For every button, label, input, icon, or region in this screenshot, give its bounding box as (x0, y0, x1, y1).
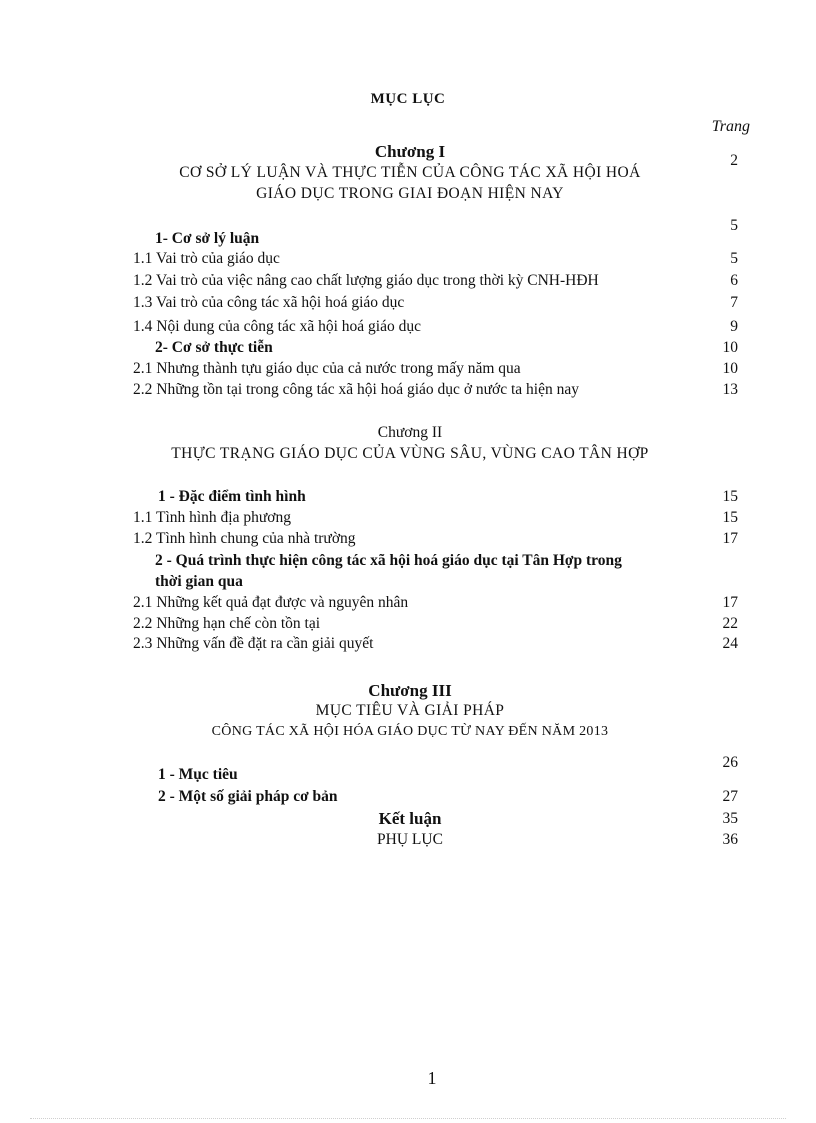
toc-entry-2-1-2: 1.2 Tình hình chung của nhà trường (133, 530, 356, 547)
toc-entry-2-1-2-page: 17 (722, 530, 738, 547)
toc-title: MỤC LỤC (370, 91, 446, 107)
chapter-2-label: Chương II (377, 424, 443, 441)
chapter-1-page: 2 (730, 152, 738, 169)
page-number: 1 (427, 1068, 437, 1088)
toc-entry-2-2-2-page: 22 (722, 615, 738, 632)
chapter-1-title-line-1: CƠ SỞ LÝ LUẬN VÀ THỰC TIỄN CỦA CÔNG TÁC XÃ HỘI HOÁ (179, 164, 641, 181)
conclusion-heading: Kết luận (378, 809, 442, 828)
toc-entry-1-1: 1.1 Vai trò của giáo dục (133, 250, 280, 267)
toc-entry-1-3-page: 7 (730, 294, 738, 311)
chapter-3-section-2: 2 - Một số giải pháp cơ bản (158, 788, 338, 805)
page-bottom-divider (30, 1118, 786, 1119)
toc-entry-1-2-2: 2.2 Những tồn tại trong công tác xã hội hoá giáo dục ở nước ta hiện nay (133, 381, 579, 398)
chapter-1-section-1-page: 5 (730, 217, 738, 234)
toc-entry-2-2-1-page: 17 (722, 594, 738, 611)
toc-entry-1-2-page: 6 (730, 272, 738, 289)
toc-entry-2-2-1: 2.1 Những kết quả đạt được và nguyên nhân (133, 594, 409, 611)
chapter-3-title-line-1: MỤC TIÊU VÀ GIẢI PHÁP (315, 702, 505, 719)
toc-entry-1-4: 1.4 Nội dung của công tác xã hội hoá giáo dục (133, 318, 421, 335)
chapter-2-section-1-page: 15 (722, 488, 738, 505)
appendix-page: 36 (722, 831, 738, 848)
chapter-2-section-1: 1 - Đặc điểm tình hình (158, 488, 306, 505)
chapter-3-title-line-2: CÔNG TÁC XÃ HỘI HÓA GIÁO DỤC TỪ NAY ĐẾN NĂM 2013 (211, 724, 609, 739)
chapter-1-section-2-page: 10 (722, 339, 738, 356)
chapter-1-label: Chương I (374, 142, 446, 161)
chapter-3-label: Chương III (368, 681, 452, 700)
chapter-3-section-1: 1 - Mục tiêu (158, 766, 238, 783)
toc-entry-1-1-page: 5 (730, 250, 738, 267)
chapter-2-title: THỰC TRẠNG GIÁO DỤC CỦA VÙNG SÂU, VÙNG CAO TÂN HỢP (171, 445, 649, 462)
toc-entry-2-2-3-page: 24 (722, 635, 738, 652)
toc-entry-2-2-3: 2.3 Những vấn đề đặt ra cần giải quyết (133, 635, 374, 652)
toc-entry-1-2-1: 2.1 Nhưng thành tựu giáo dục của cả nước trong mấy năm qua (133, 360, 521, 377)
page-column-header: Trang (711, 118, 750, 135)
toc-entry-1-3: 1.3 Vai trò của công tác xã hội hoá giáo dục (133, 294, 405, 311)
toc-entry-2-1-1: 1.1 Tình hình địa phương (133, 509, 291, 526)
chapter-2-section-2-line-2: thời gian qua (155, 573, 243, 590)
chapter-2-section-2-line-1: 2 - Quá trình thực hiện công tác xã hội hoá giáo dục tại Tân Hợp trong (155, 552, 622, 569)
toc-entry-2-1-1-page: 15 (722, 509, 738, 526)
chapter-3-section-2-page: 27 (722, 788, 738, 805)
toc-entry-1-2-1-page: 10 (722, 360, 738, 377)
toc-entry-1-2: 1.2 Vai trò của việc nâng cao chất lượng giáo dục trong thời kỳ CNH-HĐH (133, 272, 599, 289)
chapter-1-section-1: 1- Cơ sở lý luận (155, 230, 260, 247)
toc-entry-1-4-page: 9 (730, 318, 738, 335)
toc-entry-2-2-2: 2.2 Những hạn chế còn tồn tại (133, 615, 321, 632)
toc-entry-1-2-2-page: 13 (722, 381, 738, 398)
appendix-heading: PHỤ LỤC (377, 831, 443, 848)
chapter-1-title-line-2: GIÁO DỤC TRONG GIAI ĐOẠN HIỆN NAY (256, 185, 564, 202)
chapter-3-section-1-page: 26 (722, 754, 738, 771)
conclusion-page: 35 (722, 810, 738, 827)
chapter-1-section-2: 2- Cơ sở thực tiễn (155, 339, 273, 356)
